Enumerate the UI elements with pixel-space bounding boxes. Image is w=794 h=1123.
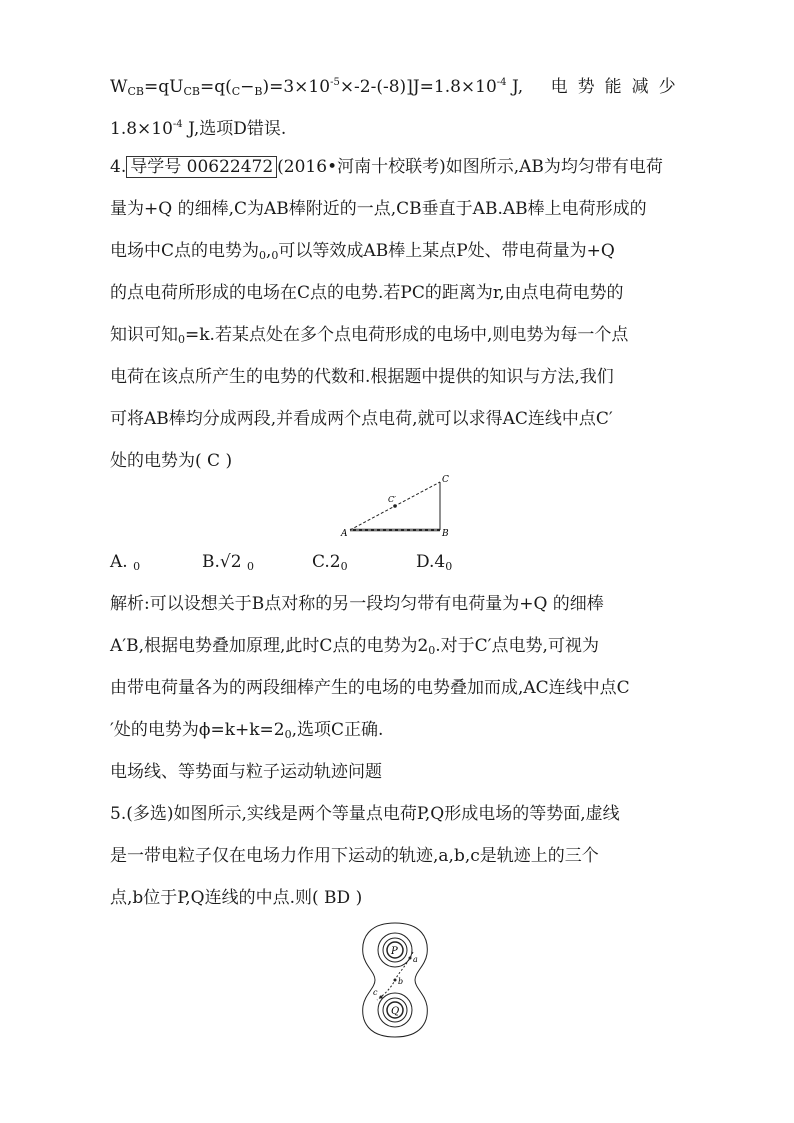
question-4-line-2: 量为+Q 的细棒,C为AB棒附近的一点,CB垂直于AB.AB棒上电荷形成的 <box>110 199 647 219</box>
question-4-line-8: 处的电势为( C ) <box>110 451 233 471</box>
question-4-line-3: 电场中C点的电势为$_0,_0$可以等效成AB棒上某点P处、带电荷量为+Q <box>110 241 615 262</box>
option-a[interactable]: A. $_0$ <box>110 552 141 573</box>
prev-solution-tail: 电势能减少 <box>550 77 686 97</box>
prev-solution-line-2: $1.8\times 10^{-4}$ J,选项D错误. <box>110 119 287 139</box>
option-b[interactable]: B.√2 $_0$ <box>202 552 254 573</box>
guide-number-link[interactable]: 导学号 00622472 <box>126 156 277 178</box>
label-a: A <box>341 529 348 539</box>
question-4-line-5: 知识可知$_0$=k.若某点处在多个点电荷形成的电场中,则电势为每一个点 <box>110 325 629 346</box>
point-c-prime <box>393 504 397 508</box>
analysis-line-3: 由带电荷量各为的两段细棒产生的电场的电势叠加而成,AC连线中点C <box>110 678 630 698</box>
analysis-line-1: 解析:可以设想关于B点对称的另一段均匀带有电荷量为+Q 的细棒 <box>110 594 604 614</box>
label-b: b <box>398 977 404 986</box>
label-p: P <box>391 946 398 957</box>
label-b: B <box>442 529 449 539</box>
question-4-options <box>110 551 452 578</box>
analysis-line-2: A′B,根据电势叠加原理,此时C点的电势为$2_0$.对于C′点电势,可视为 <box>110 636 599 657</box>
label-c: c <box>373 988 378 997</box>
analysis-line-4: ′处的电势为$\phi=k+k=2_0$,选项C正确. <box>110 720 384 741</box>
point-c <box>380 996 383 999</box>
question-4-line-7: 可将AB棒均分成两段,并看成两个点电荷,就可以求得AC连线中点C′ <box>110 409 613 429</box>
question-4-line-6: 电荷在该点所产生的电势的代数和.根据题中提供的知识与方法,我们 <box>110 367 614 387</box>
question-4-line-1: 4. 导学号 00622472 (2016•河南十校联考)如图所示,AB为均匀带有电荷 <box>110 157 663 177</box>
option-d[interactable]: $D.4_0$ <box>416 552 453 573</box>
section-heading: 电场线、等势面与粒子运动轨迹问题 <box>110 762 382 782</box>
point-a <box>409 957 412 960</box>
question-4-line-4: 的点电荷所形成的电场在C点的电势.若PC的距离为r,由点电荷电势的 <box>110 283 624 303</box>
point-b <box>394 979 397 982</box>
question-number: 4. <box>110 157 127 177</box>
option-c[interactable]: $C.2_0$ <box>312 552 348 573</box>
label-c: C <box>442 475 449 485</box>
rod-triangle-figure <box>340 472 460 544</box>
equipotential-figure <box>355 920 435 1040</box>
question-5-line-3: 点,b位于P,Q连线的中点.则( BD ) <box>110 888 363 908</box>
label-q: Q <box>391 1006 400 1017</box>
question-5-line-2: 是一带电粒子仅在电场力作用下运动的轨迹,a,b,c是轨迹上的三个 <box>110 846 599 866</box>
prev-solution-line-1: $W_{CB}=qU_{CB}=q(_C-_B)=3\times 10^{-5}\times-2-(-8)]J=1.8\times 10^{-4}$ J, 电势能减少 <box>110 77 686 98</box>
question-5-line-1: 5.(多选)如图所示,实线是两个等量点电荷P,Q形成电场的等势面,虚线 <box>110 804 620 824</box>
label-a: a <box>413 955 418 964</box>
label-c-prime: C′ <box>388 495 396 504</box>
